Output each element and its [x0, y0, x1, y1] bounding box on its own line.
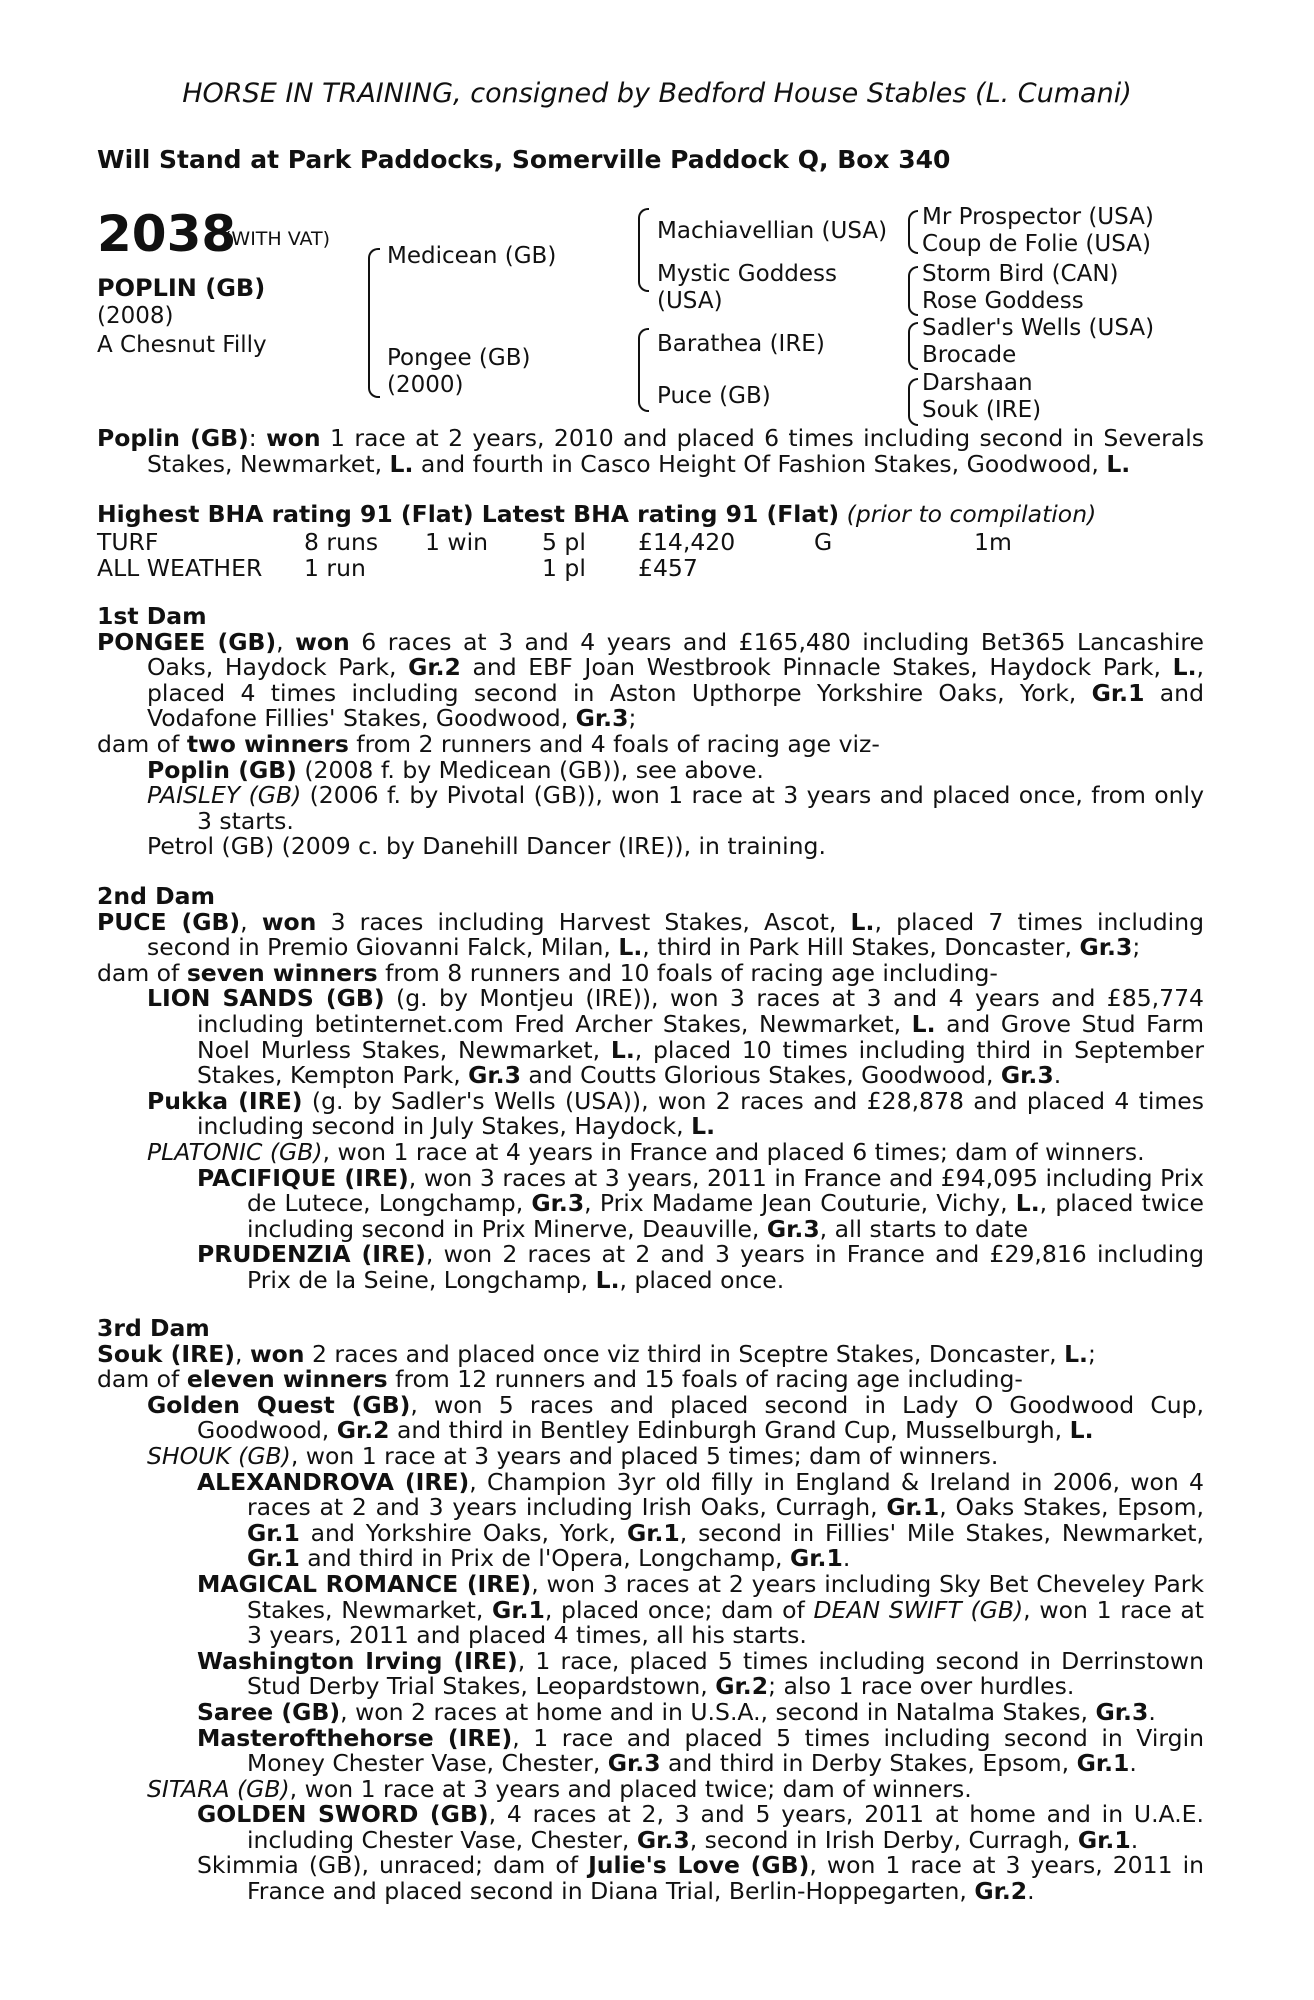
progeny-name: Julie's Love (GB) [588, 1851, 810, 1880]
text: , placed 10 times including third in September Stakes, Kempton Park, [197, 1035, 1204, 1090]
progeny-name: Washington Irving (IRE) [197, 1646, 518, 1675]
pedigree-dam-sire: Barathea (IRE) [657, 331, 825, 357]
pedigree-g7: Darshaan [922, 370, 1033, 396]
text: , won 1 race at 3 years and placed twice; dam of winners. [289, 1774, 972, 1803]
progeny-name: SHOUK (GB) [147, 1441, 291, 1470]
text: ; [628, 704, 637, 733]
grand-progeny-entry [197, 1467, 1204, 1573]
text: , all starts to date [819, 1214, 1029, 1243]
grand-progeny-entry [197, 1853, 1204, 1904]
group-badge: Gr.3 [607, 1749, 661, 1778]
text: , won 1 race at 3 years, 2011 in France and placed second in Diana Trial, Berlin-Hoppegarten, [247, 1851, 1204, 1906]
text: , Oaks Stakes, Epsom, [939, 1493, 1204, 1522]
pedigree-g5: Sadler's Wells (USA) [922, 315, 1155, 341]
pedigree-brace [638, 328, 649, 412]
text: . [842, 1544, 851, 1573]
vat-note: (WITH VAT) [224, 228, 331, 250]
text: and third in Derby Stakes, Epsom, [660, 1749, 1077, 1778]
lot-number: 2038 [97, 205, 237, 263]
progeny-entry [147, 783, 1204, 834]
dam-name: PONGEE (GB) [97, 627, 277, 656]
progeny-entry [147, 755, 1204, 784]
third-dam-section: 3rd Dam Souk (IRE), won 2 races and placed once viz third in Sceptre Stakes, Doncaster, L.; dam of eleven winners from 12 runners and 15 foals of racing age including- Golden Quest (GB), won 5 races and placed second in Lady O Goodwood Cup, Goodwood, Gr.2 and third in Bentley Edinburgh Grand Cup, Musselburgh, L. SHOUK (GB), won 1 race at 3 years and placed 5 times; dam of winners. ALEXANDROVA (IRE), Champion 3yr old filly in England & Ireland in 2006, won 4 races at 2 and 3 years including Irish Oaks, Curragh, Gr.1, Oaks Stakes, Epsom, Gr.1 and Yorkshire Oaks, York, Gr.1, second in Fillies' Mile Stakes, Newmarket, Gr.1 and third in Prix de l'Opera, Longchamp, Gr.1. MAGICAL ROMANCE (IRE), won 3 races at 2 years including Sky Bet Cheveley Park Stakes, Newmarket, Gr.1, placed once; dam of DEAN SWIFT (GB), won 1 race at 3 years, 2011 and placed 4 times, all his starts. Washington Irving (IRE), 1 race, placed 5 times including second in Derrinstown Stud Derby Trial Stakes, Leopardstown, Gr.2; also 1 race over hurdles. Saree (GB), won 2 races at home and in U.S.A., second in Natalma Stakes, Gr.3. Masterofthehorse (IRE), 1 race and placed 5 times including second in Virgin Money Chester Vase, Chester, Gr.3 and third in Derby Stakes, Epsom, Gr.1. SITARA (GB), won 1 race at 3 years and placed twice; dam of winners. GOLDEN SWORD (GB), 4 races at 2, 3 and 5 years, 2011 at home and in U.A.E. including Chester Vase, Chester, Gr.3, second in Irish Derby, Curragh, Gr.1. Skimmia (GB), unraced; dam of Julie's Love (GB), won 1 race at 3 years, 2011 in France and placed second in Diana Trial, Berlin-Hoppegarten, Gr.2. [97, 1314, 1205, 1906]
listed-badge: L. [1015, 1189, 1040, 1218]
pedigree-dam: Pongee (GB) [387, 345, 531, 371]
progeny-entry [147, 834, 1204, 860]
progeny-name: Poplin (GB) [147, 755, 297, 784]
text: , third in Park Hill Stakes, Doncaster, [642, 933, 1080, 962]
progeny-name: PAISLEY (GB) [147, 781, 302, 810]
group-badge: Gr.1 [886, 1493, 940, 1522]
text: . [1027, 1877, 1035, 1906]
listed-badge: L. [850, 907, 875, 936]
progeny-entry [147, 1441, 1204, 1470]
progeny-name: MAGICAL ROMANCE (IRE) [197, 1569, 532, 1598]
text: and Yorkshire Oaks, York, [299, 1518, 627, 1547]
text: ; [1132, 933, 1141, 962]
group-badge: Gr.1 [492, 1595, 545, 1624]
turf-runs: 8 runs [304, 528, 379, 556]
group-badge: Gr.2 [336, 1416, 390, 1445]
progeny-entry [147, 1390, 1205, 1445]
group-badge: Gr.1 [247, 1544, 300, 1573]
progeny-entry [147, 986, 1204, 1088]
group-badge: Gr.3 [1079, 933, 1133, 962]
group-badge: Gr.3 [1095, 1697, 1149, 1726]
text: 6 races at 3 and 4 years and £165,480 including Bet365 Lancashire Oaks, Haydock Park, [147, 627, 1204, 682]
group-badge: Gr.1 [247, 1518, 300, 1547]
progeny-name: Golden Quest (GB) [147, 1390, 411, 1419]
horse-name: POPLIN (GB) [97, 274, 266, 302]
grand-progeny-entry [197, 1242, 1204, 1293]
text: , placed 4 times including second in Aston Upthorpe Yorkshire Oaks, York, [147, 653, 1204, 707]
text: , placed twice including second in Prix Minerve, Deauville, [247, 1189, 1204, 1243]
group-badge: Gr.1 [1077, 1825, 1131, 1854]
pedigree-g3: Storm Bird (CAN) [922, 261, 1119, 287]
pedigree-brace [908, 322, 918, 370]
first-dam-section: 1st Dam PONGEE (GB), won 6 races at 3 and 4 years and £165,480 including Bet365 Lancashire Oaks, Haydock Park, Gr.2 and EBF Joan Westbrook Pinnacle Stakes, Haydock Park, L., placed 4 times including second in Aston Upthorpe Yorkshire Oaks, York, Gr.1 and Vodafone Fillies' Stakes, Goodwood, Gr.3; dam of two winners from 2 runners and 4 foals of racing age viz- Poplin (GB) (2008 f. by Medicean (GB)), see above. PAISLEY (GB) (2006 f. by Pivotal (GB)), won 1 race at 3 years and placed once, from only 3 starts. Petrol (GB) (2009 c. by Danehill Dancer (IRE)), in training. [97, 602, 1204, 861]
group-badge: Gr.3 [766, 1214, 820, 1243]
text: , won 3 races at 2 years including Sky Bet Cheveley Park Stakes, Newmarket, [247, 1569, 1204, 1624]
progeny-name: LION SANDS (GB) [147, 984, 385, 1013]
pedigree-sire-dam-country: (USA) [657, 288, 723, 314]
won-label: won [249, 1339, 305, 1368]
text: and third in Prix de l'Opera, Longchamp, [299, 1544, 790, 1573]
aw-earnings: £457 [638, 554, 698, 582]
listed-badge: L. [1069, 1416, 1094, 1445]
group-badge: Gr.1 [1091, 678, 1145, 707]
pedigree-dam-dam: Puce (GB) [657, 383, 771, 409]
text: , placed once; dam of [544, 1595, 814, 1624]
summary-text: 1 race at 2 years, 2010 and placed 6 times including second in Severals Stakes, Newmarket, [147, 424, 1204, 478]
grand-progeny-entry [197, 1646, 1204, 1701]
rating-heading [97, 502, 1204, 528]
text: Petrol (GB) (2009 c. by Danehill Dancer (IRE)), in training. [147, 832, 826, 861]
pedigree-brace [908, 210, 918, 254]
rating-note: (prior to compilation) [846, 500, 1097, 528]
text: . [1130, 1825, 1139, 1854]
won-label: won [261, 907, 317, 936]
group-badge: Gr.3 [636, 1825, 690, 1854]
pedigree-brace [908, 378, 918, 426]
progeny-name: Saree (GB) [197, 1697, 341, 1726]
group-badge: Gr.2 [715, 1672, 769, 1701]
stand-location: Will Stand at Park Paddocks, Somerville Paddock Q, Box 340 [97, 145, 951, 174]
pedigree-g8: Souk (IRE) [922, 397, 1042, 423]
listed-badge: L. [618, 933, 643, 962]
pedigree-dam-year: (2000) [387, 372, 464, 398]
group-badge: Gr.1 [626, 1518, 680, 1547]
listed-badge: L. [595, 1265, 620, 1294]
grand-progeny-entry [197, 1723, 1204, 1778]
progeny-name: Masterofthehorse (IRE) [197, 1723, 513, 1752]
text: . [1053, 1061, 1062, 1090]
section-heading: 2nd Dam [97, 882, 215, 910]
dam-name: PUCE (GB) [97, 907, 241, 936]
grand-progeny-entry [197, 1569, 1205, 1650]
text: dam of [97, 729, 187, 758]
text: from 2 runners and 4 foals of racing age viz- [348, 729, 880, 758]
rating-label: Highest BHA rating 91 (Flat) Latest BHA rating 91 (Flat) [97, 500, 840, 528]
text: (2008 f. by Medicean (GB)), see above. [296, 755, 764, 784]
second-dam-section: 2nd Dam PUCE (GB), won 3 races including Harvest Stakes, Ascot, L., placed 7 times including second in Premio Giovanni Falck, Milan, L., third in Park Hill Stakes, Doncaster, Gr.3; dam of seven winners from 8 runners and 10 foals of racing age including- LION SANDS (GB) (g. by Montjeu (IRE)), won 3 races at 3 and 4 years and £85,774 including betinternet.com Fred Archer Stakes, Newmarket, L. and Grove Stud Farm Noel Murless Stakes, Newmarket, L., placed 10 times including third in September Stakes, Kempton Park, Gr.3 and Coutts Glorious Stakes, Goodwood, Gr.3. Pukka (IRE) (g. by Sadler's Wells (USA)), won 2 races and £28,878 and placed 4 times including second in July Stakes, Haydock, L. PLATONIC (GB), won 1 race at 4 years in France and placed 6 times; dam of winners. PACIFIQUE (IRE), won 3 races at 3 years, 2011 in France and £94,095 including Prix de Lutece, Longchamp, Gr.3, Prix Madame Jean Couturie, Vichy, L., placed twice including second in Prix Minerve, Deauville, Gr.3, all starts to date PRUDENZIA (IRE), won 2 races at 2 and 3 years in France and £29,816 including Prix de la Seine, Longchamp, L., placed once. [97, 882, 1205, 1294]
progeny-name: SITARA (GB) [147, 1774, 290, 1803]
listed-badge: L. [691, 1112, 715, 1141]
winners-count: seven winners [186, 958, 378, 987]
text: and Grove Stud Farm Noel Murless Stakes, Newmarket, [197, 1009, 1204, 1064]
listed-badge: L. [610, 1035, 635, 1064]
text: , won 2 races at home and in U.S.A., second in Natalma Stakes, [340, 1697, 1096, 1726]
won-label: won [266, 424, 321, 452]
text: , second in Irish Derby, Curragh, [689, 1825, 1078, 1854]
progeny-name: PACIFIQUE (IRE) [197, 1163, 409, 1192]
aw-placed: 1 pl [542, 554, 586, 582]
progeny-name: GOLDEN SWORD (GB) [197, 1800, 489, 1829]
progeny-name: Pukka (IRE) [147, 1086, 303, 1115]
text: (g. by Sadler's Wells (USA)), won 2 races and £28,878 and placed 4 times including second in July Stakes, Haydock, [197, 1086, 1205, 1141]
listed-badge: L. [1172, 653, 1197, 682]
group-badge: Gr.3 [575, 704, 629, 733]
progeny-name: PRUDENZIA (IRE) [197, 1240, 426, 1269]
text: , second in Fillies' Mile Stakes, Newmarket, [679, 1518, 1204, 1547]
text: dam of [97, 958, 187, 987]
text: , won 1 race at 3 years, 2011 and placed 4 times, all his starts. [247, 1595, 1205, 1650]
turf-earnings: £14,420 [638, 528, 736, 556]
summary-name: Poplin (GB) [97, 424, 249, 452]
turf-placed: 5 pl [542, 528, 586, 556]
aw-runs: 1 run [304, 554, 366, 582]
text: (g. by Montjeu (IRE)), won 3 races at 3 and 4 years and £85,774 including betinternet.com Fred Archer Stakes, Newmarket, [197, 984, 1204, 1038]
pedigree-sire-dam: Mystic Goddess [657, 261, 838, 287]
aw-label: ALL WEATHER [97, 554, 263, 582]
text: Skimmia (GB), unraced; dam of [197, 1851, 589, 1880]
text: 3 races including Harvest Stakes, Ascot, [316, 907, 851, 936]
listed-badge: L. [911, 1009, 936, 1038]
pedigree-g4: Rose Goddess [922, 288, 1084, 314]
page-title: HORSE IN TRAINING, consigned by Bedford House Stables (L. Cumani) [182, 78, 1132, 109]
pedigree-sire: Medicean (GB) [387, 243, 557, 269]
pedigree-g1: Mr Prospector (USA) [922, 204, 1154, 230]
group-badge: Gr.1 [790, 1544, 843, 1573]
text: and third in Bentley Edinburgh Grand Cup, Musselburgh, [389, 1416, 1070, 1445]
text: , won 2 races at 2 and 3 years in France and £29,816 including Prix de la Seine, Longchamp, [247, 1240, 1204, 1294]
turf-wins: 1 win [425, 528, 489, 556]
group-badge: Gr.3 [468, 1061, 521, 1090]
progeny-entry [147, 1137, 1204, 1166]
pedigree-brace [638, 208, 649, 292]
progeny-entry [147, 1774, 1204, 1803]
text: , won 5 races and placed second in Lady O Goodwood Cup, Goodwood, [197, 1390, 1205, 1445]
listed-badge: L. [389, 449, 414, 478]
text: , placed once. [619, 1265, 785, 1294]
winners-count: eleven winners [186, 1365, 388, 1394]
text: ; [1087, 1339, 1096, 1368]
progeny-name: ALEXANDROVA (IRE) [197, 1467, 470, 1496]
progeny-entry [147, 1086, 1205, 1141]
text: ; also 1 race over hurdles. [768, 1672, 1075, 1701]
pedigree-g2: Coup de Folie (USA) [922, 231, 1151, 257]
turf-label: TURF [97, 528, 159, 556]
grand-progeny-entry [197, 1697, 1204, 1726]
text: , 1 race and placed 5 times including second in Virgin Money Chester Vase, Chester, [247, 1723, 1204, 1778]
listed-badge: L. [1106, 449, 1131, 478]
horse-year: (2008) [97, 303, 174, 329]
text: from 12 runners and 15 foals of racing age including- [387, 1365, 1023, 1394]
text: . [1148, 1697, 1156, 1726]
grand-progeny-entry [197, 1802, 1204, 1853]
text: , Prix Madame Jean Couturie, Vichy, [584, 1189, 1016, 1218]
pedigree-g6: Brocade [922, 342, 1017, 368]
turf-distance: 1m [974, 528, 1012, 556]
text: , won 1 race at 4 years in France and placed 6 times; dam of winners. [322, 1137, 1145, 1166]
text: , 1 race, placed 5 times including second in Derrinstown Stud Derby Trial Stakes, Leopardstown, [247, 1646, 1204, 1701]
section-heading: 1st Dam [97, 602, 207, 630]
pedigree-brace [368, 248, 380, 398]
group-badge: Gr.3 [531, 1189, 585, 1218]
horse-summary: Poplin (GB): won 1 race at 2 years, 2010 and placed 6 times including second in Severals Stakes, Newmarket, L. and fourth in Casco Height Of Fashion Stakes, Goodwood, L. [97, 424, 1204, 478]
text: and Coutts Glorious Stakes, Goodwood, [520, 1061, 1001, 1090]
group-badge: Gr.3 [1000, 1061, 1054, 1090]
text: , Champion 3yr old filly in England & Ireland in 2006, won 4 races at 2 and 3 years including Irish Oaks, Curragh, [247, 1467, 1204, 1522]
grand-progeny-entry [197, 1163, 1204, 1243]
section-heading: 3rd Dam [97, 1314, 210, 1342]
text: , won 1 race at 3 years and placed 5 times; dam of winners. [290, 1441, 999, 1470]
text: and EBF Joan Westbrook Pinnacle Stakes, Haydock Park, [460, 653, 1173, 682]
dam-name: Souk (IRE) [97, 1339, 235, 1368]
text: 2 races and placed once viz third in Sceptre Stakes, Doncaster, [304, 1339, 1065, 1368]
winners-count: two winners [186, 729, 349, 758]
horse-description: A Chesnut Filly [97, 332, 267, 358]
text: , placed 7 times including second in Premio Giovanni Falck, Milan, [147, 907, 1205, 962]
turf-going: G [814, 528, 833, 556]
text: . [1129, 1749, 1137, 1778]
text: , 4 races at 2, 3 and 5 years, 2011 at home and in U.A.E. including Chester Vase, Chester, [247, 1800, 1205, 1854]
text: from 8 runners and 10 foals of racing age including- [377, 958, 998, 987]
group-badge: Gr.1 [1076, 1749, 1130, 1778]
group-badge: Gr.2 [974, 1877, 1028, 1906]
text: , won 3 races at 3 years, 2011 in France and £94,095 including Prix de Lutece, Longchamp, [247, 1163, 1204, 1218]
pedigree-sire-sire: Machiavellian (USA) [657, 218, 888, 244]
listed-badge: L. [1064, 1339, 1088, 1368]
text: and Vodafone Fillies' Stakes, Goodwood, [147, 678, 1204, 733]
group-badge: Gr.2 [408, 653, 461, 682]
progeny-name: PLATONIC (GB) [147, 1137, 323, 1166]
progeny-name: DEAN SWIFT (GB) [813, 1595, 1024, 1624]
summary-text: and fourth in Casco Height Of Fashion Stakes, Goodwood, [413, 449, 1107, 478]
text: (2006 f. by Pivotal (GB)), won 1 race at 3 years and placed once, from only 3 starts. [197, 781, 1204, 835]
text: dam of [97, 1365, 187, 1394]
won-label: won [295, 627, 350, 656]
pedigree-brace [908, 266, 918, 316]
